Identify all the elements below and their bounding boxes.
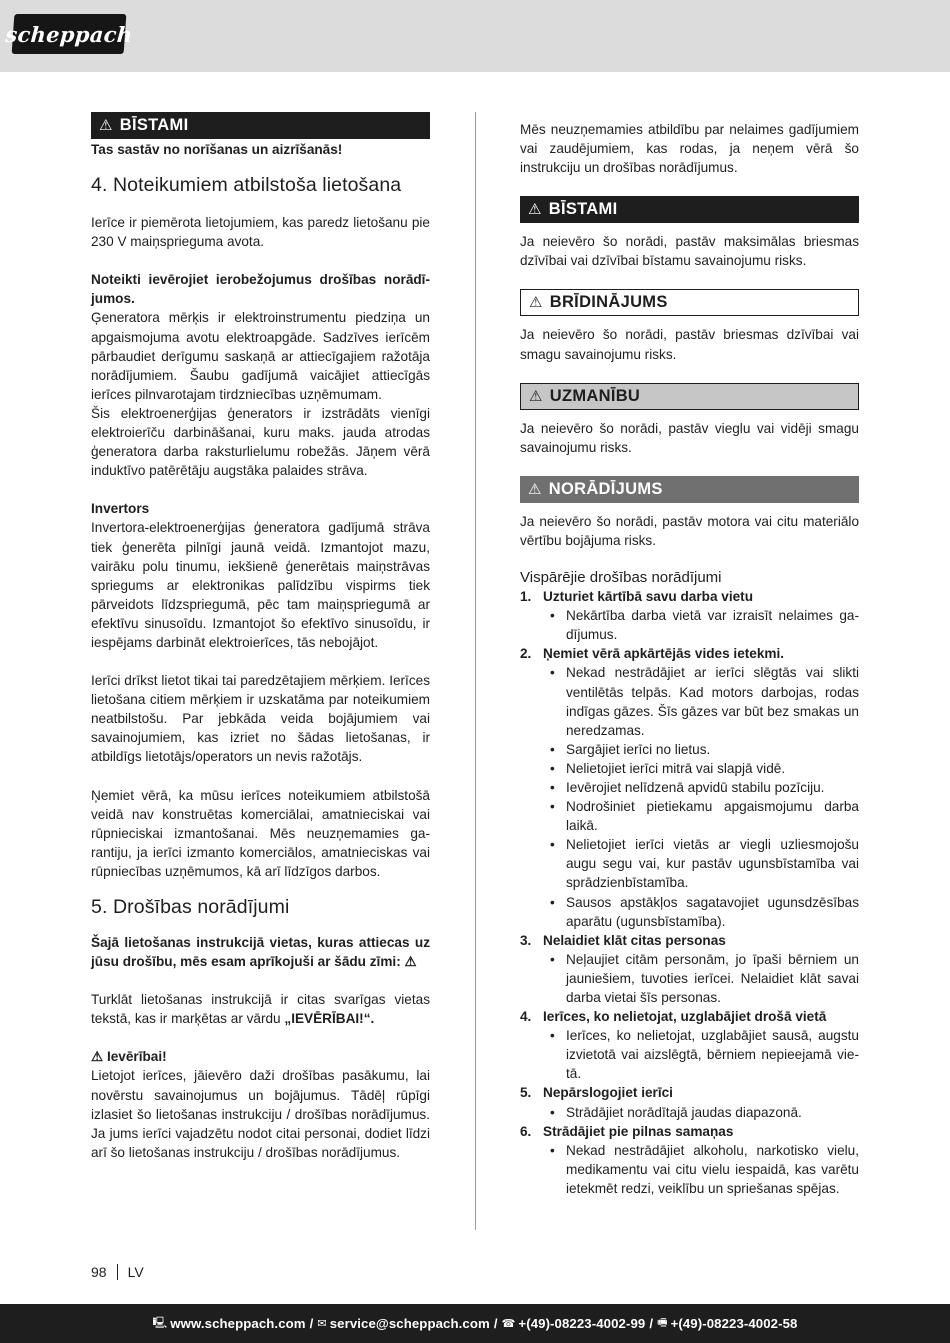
general-safety-heading: Vispārējie drošības norādījumi [520, 569, 722, 587]
danger-box [91, 112, 430, 139]
attention-heading: ⚠ Ievērībai! [91, 1049, 167, 1065]
warning-triangle-icon: ⚠ [529, 293, 543, 312]
bullet-item: • Neļaujiet citām personām, jo īpaši bērniem un jauniešiem, tuvoties ierīcei. Nelaidiet klāt savai darba vietai šīs personas. [543, 950, 859, 1007]
left-column [91, 112, 430, 1162]
bullet-item: • Nelietojiet ierīci mitrā vai slapjā vidē. [543, 759, 859, 778]
computer-icon: 🖳 [152, 1316, 168, 1329]
bullet-item: • Nekārtība darba vietā var izraisīt nelaimes gadījumus. [543, 606, 859, 644]
list-item-number: 6. [520, 1123, 532, 1139]
page-language: LV [127, 1264, 144, 1280]
level-warning-label: BRĪDINĀJUMS [549, 293, 668, 312]
contact-footer-bar [0, 1304, 950, 1343]
level-notice-label: NORĀDĪJUMS [548, 479, 663, 498]
list-item-number: 5. [520, 1085, 532, 1101]
level-caution-text: Ja neievēro šo norādi, pastāv vieglu vai vidēji smagu savainojumu risks. [520, 420, 859, 455]
level-danger-label: BĪSTAMI [548, 200, 618, 219]
footer-separator: / [649, 1316, 654, 1331]
right-column [520, 112, 859, 1198]
general-safety-list [520, 587, 859, 1198]
bullet-item: • Ievērojiet nelīdzenā apvidū stabilu pozīciju. [543, 778, 859, 797]
list-item-title: Ierīces, ko nelietojat, uzglabājiet drošā vietā [543, 1009, 827, 1025]
warning-triangle-icon: ⚠ [529, 386, 543, 405]
paragraph-safety-symbol: Šajā lietošanas instrukcijā vietas, kuras attiecas uz jūsu drošību, mēs esam aprīkojuši ar šādu zīmi: ⚠ [91, 935, 430, 970]
level-caution-label: UZMANĪBU [549, 386, 641, 405]
paragraph-usage-intro: Ierīce ir piemērota lietojumiem, kas paredz lietošanu pie 230 V maiņsprieguma avota. [91, 215, 430, 250]
list-item [520, 587, 859, 644]
warning-triangle-icon: ⚠ [528, 200, 542, 219]
bullet-item: • Nekad nestrādājiet alkoholu, narkotisko vielu, medikamentu vai citu vielu iespaidā, kas varētu ietekmēt redzi, veiklību un spriešanas spējas. [543, 1141, 859, 1198]
list-item [520, 1083, 859, 1121]
level-danger-text: Ja neievēro šo norādi, pastāv maksimālas briesmas dzīvībai vai dzīvībai bīstamu savainojumu risks. [520, 234, 859, 269]
list-item-title: Uzturiet kārtībā savu darba vietu [543, 589, 754, 605]
scheppach-logo: scheppach [12, 14, 127, 54]
paragraph-restrictions-bold: Noteikti ievērojiet ierobežojumus drošības norādījumos. [91, 272, 430, 307]
paragraph-commercial-use: Ņemiet vērā, ka mūsu ierīces noteikumiem atbilstošā veidā nav konstruētas komerciālai, amatnieciskai vai rūpnieciskai izmantošanai. Mēs neuzņemamies garantiju, ja ierīci izmanto komerciālos, amatnieciskas vai rūpniecības uzņēmumos, kā arī līdzīgos darbos. [91, 787, 430, 879]
level-notice-box [520, 476, 859, 503]
page-footer [91, 1264, 144, 1280]
bullet-item: • Sargājiet ierīci no lietus. [543, 740, 859, 759]
level-danger-box [520, 196, 859, 223]
bullet-item: • Nekad nestrādājiet ar ierīci slēgtās vai slikti ventilētās telpās. Kad motors darbojas, rodas indīgas gāzes. Šīs gāzes var būt bez smakas un neredzamas. [543, 663, 859, 739]
list-item-number: 4. [520, 1009, 532, 1025]
bullet-item: • Nelietojiet ierīci vietās ar viegli uzliesmojošu augu segu vai, kur pastāv ugunsbīstamība vai sprādzienbīstamība. [543, 835, 859, 892]
list-item [520, 931, 859, 1007]
footer-email[interactable]: service@scheppach.com [329, 1316, 490, 1331]
invertors-heading: Invertors [91, 501, 150, 517]
level-caution-box [520, 383, 859, 410]
bullet-item: • Nodrošiniet pietiekamu apgaismojumu darba laikā. [543, 797, 859, 835]
attention-text: Lietojot ierīces, jāievēro daži drošības pasākumu, lai novērstu savainojumus un bojājumus. Tādēļ rūpīgi izlasiet šo lietošanas instrukciju / drošības norādījumus. Ja jums ierīci vajadzētu nodot citai personai, dodiet līdzi arī šo lietošanas instrukciju / drošības norādījumus. [91, 1068, 430, 1160]
page-footer-divider [117, 1264, 118, 1280]
paragraph-generator-design: Šis elektroenerģijas ģenerators ir izstrādāts vienīgi elektroierīču darbināšanai, kuru maks. jauda atrodas ģeneratora darba raksturlielumu robežās. Jāņem vērā induktīvo patērētāju augstāka palaides strāva. [91, 405, 430, 479]
section-5-heading: 5. Drošības norādījumi [91, 896, 290, 918]
phone-icon: ☎ [501, 1317, 516, 1330]
list-item [520, 644, 859, 930]
list-item [520, 1007, 859, 1083]
bullet-item: • Strādājiet norādītajā jaudas diapazonā. [543, 1103, 859, 1122]
mail-icon: ✉ [317, 1317, 327, 1330]
list-item-number: 2. [520, 646, 532, 662]
paragraph-intended-use: Ierīci drīkst lietot tikai tai paredzētajiem mērķiem. Ierīces lietošana citiem mērķiem ir uzskatāma par noteikumiem neatbilstošu. Par jebkāda veida bojājumiem vai savainojumiem, kas izriet no šādas lietošanas, ir atbildīgs lietotājs/operators un nevis ražotājs. [91, 673, 430, 765]
header-bar [0, 0, 950, 72]
invertors-text: Invertora-elektroenerģijas ģeneratora gadījumā strāva tiek ģenerēta pilnīgi jaunā veidā. Izmantojot mazu, vairāku polu tinumu, iekšienē ģenerētais maiņstrāvas spriegums ar elektronikas palīdzību vispirms tiek pārveidots līdzspriegumā, pēc tam maiņspriegumā ar efektīvu sinusoīdu. Izmantojot šo efektīvo sinusoīdu, ir iespējams darbināt elektroierīces, tās nebojājot. [91, 520, 430, 650]
footer-separator: / [309, 1316, 314, 1331]
level-notice-text: Ja neievēro šo norādi, pastāv motora vai citu materiālo vērtību bojājuma risks. [520, 513, 859, 548]
paragraph-attention-word: Turklāt lietošanas instrukcijā ir citas svarīgas vietas tekstā, kas ir marķētas ar vārdu „IEVĒRĪBAI!“. [91, 992, 430, 1027]
paragraph-liability: Mēs neuzņemamies atbildību par nelaimes gadījumiem vai zaudējumiem, kas rodas, ja neņem vērā šo instrukciju un drošības norādījumus. [520, 122, 859, 176]
list-item-title: Strādājiet pie pilnas samaņas [543, 1123, 734, 1139]
list-item-number: 3. [520, 932, 532, 948]
level-warning-text: Ja neievēro šo norādi, pastāv briesmas dzīvībai vai smagu savainojumu risks. [520, 327, 859, 362]
danger-subtitle: Tas sastāv no norīšanas un aizrīšanās! [91, 142, 343, 157]
footer-fax: +(49)-08223-4002-58 [670, 1316, 798, 1331]
footer-phone: +(49)-08223-4002-99 [518, 1316, 646, 1331]
list-item-number: 1. [520, 589, 532, 605]
footer-website[interactable]: www.scheppach.com [170, 1316, 306, 1331]
bullet-item: • Ierīces, ko nelietojat, uzglabājiet sausā, augstu izvietotā vai aizslēgtā, bērniem nepieejamā vietā. [543, 1026, 859, 1083]
level-warning-box [520, 289, 859, 316]
footer-separator: / [493, 1316, 498, 1331]
warning-triangle-icon: ⚠ [99, 115, 113, 134]
list-item-title: Ņemiet vērā apkārtējās vides ietekmi. [543, 646, 785, 662]
list-item [520, 1122, 859, 1198]
fax-icon: 🖷 [657, 1316, 668, 1329]
paragraph-generator-purpose: Ģeneratora mērķis ir elektroinstrumentu piedziņa un apgaismojuma avotu elektroapgāde. Sadzīves ierīcēm pārbaudiet derīgumu saskaņā ar attiecīgajiem ražotāja norādījumiem. Šaubu gadījumā vaicājiet attiecīgās ierīces pilnvarotajam tirdzniecības uzņēmumam. [91, 310, 430, 402]
list-item-title: Nepārslogojiet ierīci [543, 1085, 673, 1101]
list-item-title: Nelaidiet klāt citas personas [543, 932, 726, 948]
bullet-item: • Sausos apstākļos sagatavojiet ugunsdzēsības aparātu (ugunsbīstamība). [543, 893, 859, 931]
danger-label: BĪSTAMI [119, 115, 189, 134]
section-4-heading: 4. Noteikumiem atbilstoša lietošana [91, 174, 402, 197]
warning-triangle-icon: ⚠ [528, 479, 542, 498]
page-number: 98 [91, 1264, 107, 1280]
column-divider [475, 112, 476, 1230]
